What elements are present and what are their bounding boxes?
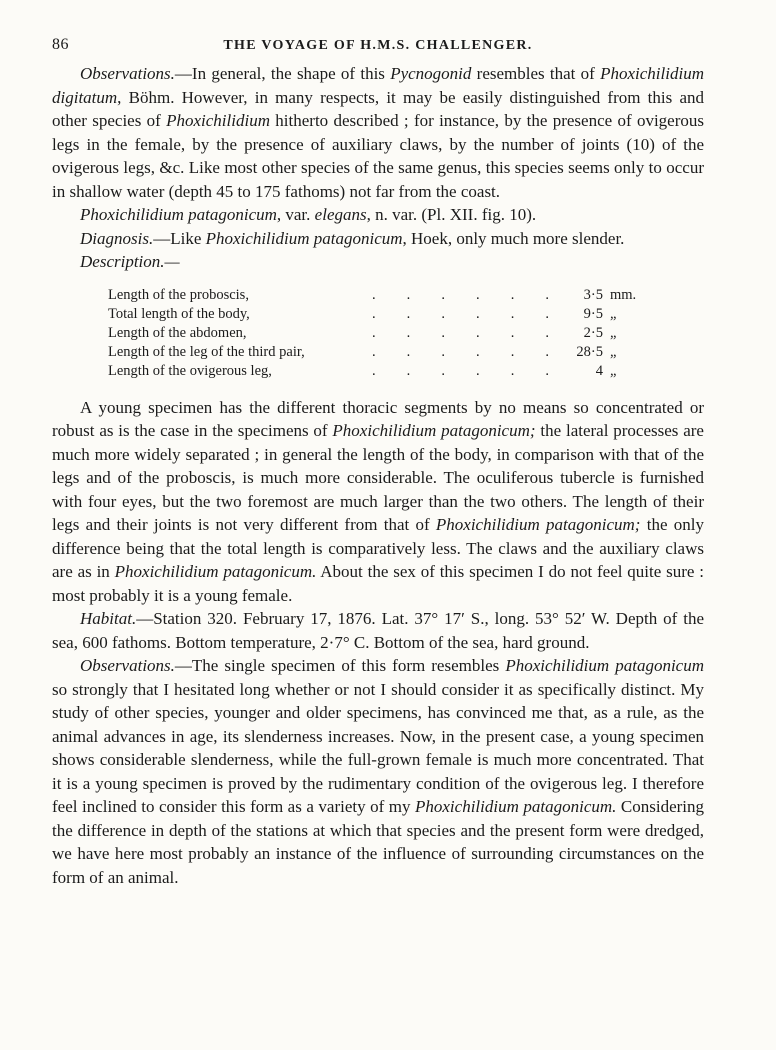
text-run: —In general, the shape of this — [174, 64, 391, 83]
text-run: , var. — [276, 205, 315, 224]
measurement-unit: „ — [610, 343, 617, 360]
dot-leader — [350, 362, 559, 381]
measurement-value: 3·5 — [583, 286, 603, 303]
text-run: —Like — [153, 228, 206, 248]
leader-dot: . — [441, 362, 445, 379]
leader-dot: . — [476, 343, 480, 360]
measurement-unit: „ — [610, 362, 617, 379]
text-run: —The single specimen of this form resembles — [174, 656, 506, 675]
dot-leader — [350, 286, 559, 305]
italic-text-run: Phoxichilidium — [166, 111, 270, 130]
page-number: 86 — [52, 36, 69, 53]
leader-dot: . — [545, 324, 549, 341]
leader-dot: . — [406, 362, 411, 379]
leader-dot: . — [476, 286, 480, 303]
italic-text-run: Diagnosis. — [80, 228, 154, 248]
leader-dot: . — [406, 305, 411, 322]
italic-text-run: Phoxichilidium digitatum — [52, 64, 704, 107]
paragraph-observations-1 — [52, 62, 704, 203]
page-header — [52, 36, 704, 60]
text-run: hitherto described ; for instance, by the presence of ovigerous legs in the female, by the presence of auxiliary claws, by the number of joints (10) of the ovigerous legs, &c. Like most other species of the same genus, this species seems only to occur in shallow water (depth 45 to 175 fathoms) not far from the coast. — [52, 111, 704, 201]
leader-dot: . — [510, 362, 515, 379]
text-run: Considering the difference in depth of the stations at which that species and the present form were dredged, we have here most probably an instance of the influence of surrounding circumstances on the form of an animal. — [52, 797, 705, 887]
italic-text-run: Habitat. — [80, 609, 137, 628]
species-heading — [52, 203, 704, 227]
measurement-value: 28·5 — [576, 343, 603, 360]
measurement-value: 9·5 — [583, 305, 603, 322]
leader-dot: . — [372, 343, 376, 360]
dot-leader — [350, 343, 559, 362]
dot-leader — [350, 324, 559, 343]
text-run: , n. var. (Pl. XII. fig. 10). — [366, 205, 537, 224]
measurement-unit: „ — [610, 324, 617, 341]
italic-text-run: Phoxichilidium patagonicum. — [114, 562, 317, 581]
measurement-value: 2·5 — [583, 324, 603, 341]
paragraph-habitat — [52, 607, 704, 654]
leader-dot: . — [372, 324, 376, 341]
leader-dot: . — [406, 324, 411, 341]
text-run: resembles that of — [471, 64, 601, 83]
text-run: A young specimen has the different thoracic segments by no means so concentrated or robust as is the case in the specimens of — [52, 397, 704, 440]
leader-dot: . — [545, 305, 549, 322]
leader-dot: . — [406, 286, 411, 303]
italic-text-run: Observations. — [80, 656, 175, 675]
leader-dot: . — [510, 324, 515, 341]
leader-dot: . — [441, 305, 445, 322]
text-run: the only difference being that the total length is comparatively less. The claws and the auxiliary claws are as in — [52, 515, 704, 581]
text-run: , Hoek, only much more slender. — [402, 228, 625, 248]
leader-dot: . — [545, 362, 549, 379]
measurement-label: Length of the leg of the third pair, — [108, 343, 305, 360]
italic-text-run: Phoxichilidium patagonicum; — [435, 515, 641, 534]
paragraph-observations-2 — [52, 654, 704, 889]
italic-text-run: Phoxichilidium patagonicum; — [332, 421, 536, 440]
italic-text-run: Phoxichilidium patagonicum — [205, 228, 403, 248]
table-row — [108, 305, 644, 324]
table-row — [108, 286, 644, 305]
leader-dot: . — [545, 286, 549, 303]
leader-dot: . — [372, 286, 376, 303]
leader-dot: . — [441, 343, 445, 360]
dot-leader — [350, 305, 559, 324]
leader-dot: . — [510, 286, 515, 303]
measurement-label: Length of the abdomen, — [108, 324, 247, 341]
leader-dot: . — [441, 286, 445, 303]
measurement-unit: mm. — [610, 286, 637, 303]
measurement-value: 4 — [595, 362, 603, 379]
leader-dot: . — [406, 343, 411, 360]
italic-text-run: elegans — [314, 205, 367, 224]
paragraph-young-specimen — [52, 396, 704, 608]
italic-text-run: Phoxichilidium patagonicum. — [415, 797, 617, 816]
leader-dot: . — [476, 362, 480, 379]
italic-text-run: Observations. — [80, 64, 175, 83]
text-run: —Station 320. February 17, 1876. Lat. 37° 17′ S., long. 53° 52′ W. Depth of the sea, 600 fathoms. Bottom temperature, 2·7° C. Bottom of the sea, hard ground. — [52, 609, 704, 652]
text-run: , Böhm. However, in many respects, it may be easily distinguished from this and other species of — [52, 87, 704, 130]
table-row — [108, 343, 644, 362]
italic-text-run: Description.— — [80, 252, 180, 271]
leader-dot: . — [476, 324, 480, 341]
table-row — [108, 324, 644, 343]
leader-dot: . — [441, 324, 445, 341]
description-line — [52, 250, 704, 274]
leader-dot: . — [476, 305, 480, 322]
measurement-label: Length of the ovigerous leg, — [108, 362, 272, 379]
diagnosis-line — [52, 227, 704, 251]
italic-text-run: Phoxichilidium patagonicum — [505, 656, 705, 675]
leader-dot: . — [372, 305, 376, 322]
running-title: THE VOYAGE OF H.M.S. CHALLENGER. — [223, 38, 533, 53]
measurement-label: Length of the proboscis, — [108, 286, 249, 303]
measurement-unit: „ — [610, 305, 617, 322]
leader-dot: . — [372, 362, 376, 379]
italic-text-run: Phoxichilidium patagonicum — [80, 205, 277, 224]
leader-dot: . — [545, 343, 549, 360]
italic-text-run: Pycnogonid — [390, 64, 472, 83]
measurement-label: Total length of the body, — [108, 305, 250, 322]
leader-dot: . — [510, 343, 515, 360]
text-run: the lateral processes are much more widely separated ; in general the length of the body, in comparison with that of the legs and of the proboscis, is much more considerable. The oculiferous tubercle is furnished with four eyes, but the two foremost are much larger than the two others. The length of their legs and their joints is not very different from that of — [52, 421, 704, 534]
measurements-table — [108, 286, 644, 381]
text-run: so strongly that I hesitated long whether or not I should consider it as specifically distinct. My study of other species, younger and older specimens, has convinced me that, as a rule, as the animal advances in age, its slenderness increases. Now, in the present case, a young specimen shows considerable slenderness, while the full-grown female is much more concentrated. That it is a young specimen is proved by the rudimentary condition of the ovigerous leg. I therefore feel inclined to consider this form as a variety of my — [52, 679, 704, 816]
text-run: About the sex of this specimen I do not feel quite sure : most probably it is a young female. — [52, 562, 705, 605]
table-row — [108, 362, 644, 381]
leader-dot: . — [510, 305, 515, 322]
